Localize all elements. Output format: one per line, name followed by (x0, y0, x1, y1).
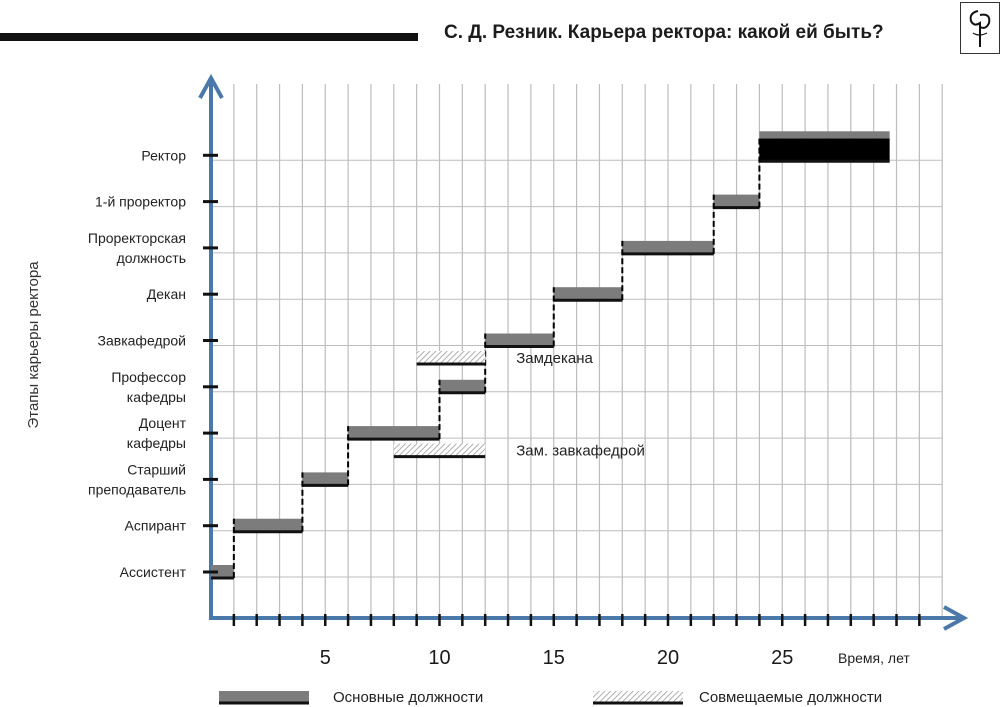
x-tick-label: 15 (542, 647, 565, 669)
combined-position-label: Зам. завкафедрой (516, 442, 645, 460)
stage-label: кафедры (126, 388, 186, 405)
stage-label: 1-й проректор (95, 193, 186, 210)
stage-labels (88, 147, 218, 580)
stage-label: Декан (146, 286, 186, 303)
legend-combined-swatch (593, 691, 683, 702)
stage-label: Доцент (138, 415, 186, 432)
axes (200, 78, 964, 669)
stage-label: кафедры (126, 435, 186, 452)
combined-position-label: Замдекана (516, 350, 593, 368)
stage-label: Профессор (111, 368, 186, 385)
main-position-bar (622, 241, 713, 253)
y-axis-title: Этапы карьеры ректора (25, 261, 42, 429)
main-position-bar (714, 195, 760, 207)
slide-title: С. Д. Резник. Карьера ректора: какой ей быть? (444, 22, 884, 43)
stage-label: преподаватель (88, 481, 186, 498)
x-tick-label: 20 (656, 647, 680, 669)
stage-label: Проректорская (87, 229, 186, 246)
combined-position-bar (417, 351, 486, 363)
main-position-bar (759, 138, 889, 160)
bars (211, 131, 890, 578)
stage-label: Завкафедрой (97, 332, 186, 349)
main-position-bar (234, 519, 303, 531)
legend (219, 689, 882, 706)
main-position-bar (440, 380, 486, 392)
main-position-bar-top (759, 131, 889, 138)
legend-main-label: Основные должности (333, 689, 484, 706)
main-position-bar (302, 472, 348, 484)
x-tick-label: 25 (771, 647, 794, 669)
stage-label: Ректор (141, 147, 186, 164)
stage-label: Старший (127, 461, 186, 478)
main-position-bar (348, 426, 439, 438)
legend-combined-label: Совмещаемые должности (699, 689, 883, 706)
main-position-bar (554, 287, 623, 299)
legend-main-swatch (219, 691, 309, 702)
x-tick-label: 10 (428, 647, 451, 669)
stage-label: должность (116, 249, 186, 266)
main-position-bar (485, 334, 554, 346)
stage-label: Аспирант (124, 517, 186, 534)
x-tick-label: 5 (319, 647, 331, 669)
x-axis-title: Время, лет (838, 650, 910, 666)
combined-position-bar (394, 444, 485, 456)
stage-label: Ассистент (119, 564, 186, 580)
